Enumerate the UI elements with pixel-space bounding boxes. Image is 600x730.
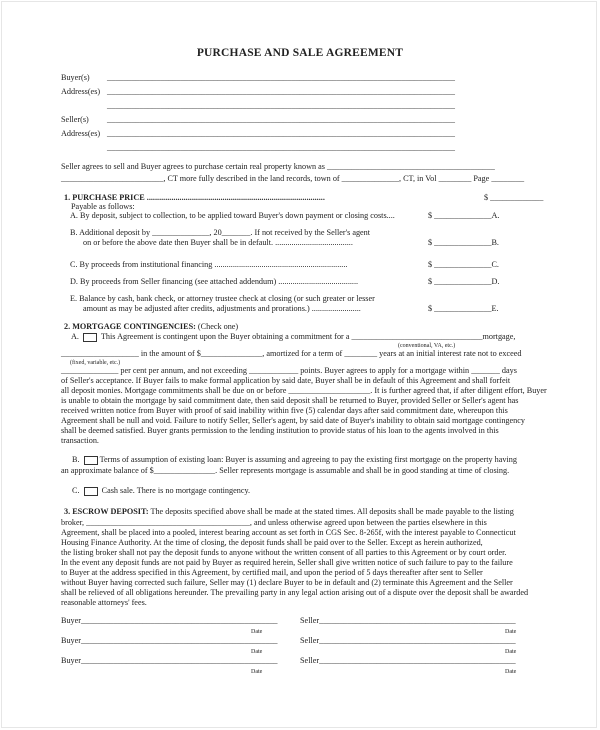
document-title: PURCHASE AND SALE AGREEMENT [196,47,404,59]
seller-address-field[interactable]: _____________________________________________________________________________________ [107,129,455,138]
purchase-price-amount[interactable]: $ _____________ [484,193,544,202]
option-b-text: Terms of assumption of existing loan: Buyer is assuming and agreeing to pay the existing first mortgage on the property having [99,455,517,464]
price-amount-e[interactable]: $ ______________E. [428,304,499,313]
buyer-field[interactable]: _____________________________________________________________________________________ [107,73,455,82]
mortgage-line-a-2: ___________________ in the amount of $_______________, amortized for a term of ________ years at an initial interest rate not to exceed [61,349,522,358]
seller-signature-label: Seller [300,616,320,625]
mortgage-line-a-7: received written notice from Buyer with proof of said inability within five (5) calendar days after said commitment date, whereupon this [61,406,508,415]
mortgage-line-a-8: Agreement shall be null and void. Failure to notify Seller, Seller's agent, by said date of Buyer's inability to obtain said mortgage contingency [61,416,525,425]
seller-date-1: Date [505,629,517,635]
option-c-text: Cash sale. There is no mortgage contingency. [101,486,251,495]
buyer-signature-label: Buyer [61,616,82,625]
option-a-text: This Agreement is contingent upon the Buyer obtaining a commitment for a ________________________________mortgage, [100,332,516,341]
escrow-line-6: In the event any deposit funds are not paid by Buyer as required herein, Seller shall give written notice of such failure to pay to the failure [61,558,513,567]
seller-field[interactable]: _____________________________________________________________________________________ [107,115,455,124]
mortgage-line-a-6: is unable to obtain the mortgage by said commitment date, then said deposit shall be returned to Buyer, provided Seller or Seller's agent has [61,396,519,405]
seller-date-2: Date [505,649,517,655]
price-amount-c[interactable]: $ ______________C. [428,260,499,269]
escrow-line-2: broker, ________________________________________, and unless otherwise agreed upon between the parties elsewhere in this [61,518,487,527]
buyer-signature-label: Buyer [61,636,82,645]
mortgage-type-note: (conventional, VA, etc.) [398,343,456,349]
seller-signature-label: Seller [300,636,320,645]
escrow-heading: 3. ESCROW DEPOSIT: [64,507,149,516]
buyer-label: Buyer(s) [61,73,90,82]
payable-label: Payable as follows: [71,202,135,211]
price-line-b-1: B. Additional deposit by ______________, 20_______. If not received by the Seller's agent [70,228,371,237]
signature-line: ________________________________________________ [319,616,516,625]
option-a-checkbox[interactable] [83,333,97,342]
signature-line: ________________________________________________ [319,636,516,645]
escrow-line-7: to Buyer at the address specified in this Agreement, by certified mail, and upon the period of 5 days thereafter after sent to Seller [61,568,483,577]
escrow-line-5: the listing broker shall not pay the deposit funds to anyone without the written consent of all parties to this Agreement or by court order. [61,548,507,557]
price-line-a: A. By deposit, subject to collection, to be applied toward Buyer's down payment or closing costs.... [70,211,395,220]
seller-signature-2[interactable] [300,636,516,646]
intro-line-2: _________________________, CT more fully described in the land records, town of ______________, CT, in Vol ________ Page ________ [61,174,525,183]
price-line-c: C. By proceeds from institutional financing ................................................................. [70,260,348,269]
escrow-line-1 [64,507,514,517]
mortgage-line-a-10: transaction. [61,436,99,445]
buyer-signature-2[interactable] [61,636,278,646]
option-c-checkbox[interactable] [84,487,98,496]
price-amount-a[interactable]: $ ______________A. [428,211,500,220]
mortgage-line-c: C. Cash sale. There is no mortgage contingency. [72,486,251,495]
mortgage-line-b-2: an approximate balance of $_______________. Seller represents mortgage is assumable and shall be in good standing at time of closing. [61,466,510,475]
intro-line-1: Seller agrees to sell and Buyer agrees to purchase certain real property known as _________________________________________ [61,162,495,171]
escrow-line-8: without Buyer having corrected such failure, Seller may (1) declare Buyer to be in default and (2) terminate this Agreement and the Seller [61,578,513,587]
buyer-address-field[interactable]: _____________________________________________________________________________________ [107,87,455,96]
seller-signature-label: Seller [300,656,320,665]
signature-line: ________________________________________________ [81,616,278,625]
buyer-signature-1[interactable] [61,616,278,626]
seller-signature-1[interactable] [300,616,516,626]
buyer-date-1: Date [251,629,263,635]
purchase-price-heading: 1. PURCHASE PRICE ....................................................................................... [64,193,325,202]
buyer-date-2: Date [251,649,263,655]
seller-label: Seller(s) [61,115,89,124]
price-line-e-2: amount as may be adjusted after credits, adjustments and prorations.) ........................ [83,304,361,313]
escrow-line-10: reasonable attorneys' fees. [61,598,147,607]
mortgage-heading-line [64,322,238,332]
seller-signature-3[interactable] [300,656,516,666]
price-amount-d[interactable]: $ ______________D. [428,277,500,286]
signature-line: ________________________________________________ [81,636,278,645]
price-line-d: D. By proceeds from Seller financing (see attached addendum) ....................................... [70,277,359,286]
mortgage-line-a-4: of Seller's acceptance. If Buyer fails to make formal application by said date, Buyer shall be in default of this Agreement and shall forfeit [61,376,511,385]
escrow-line-9: shall be relieved of all obligations hereunder. The prevailing party in any legal action arising out of a dispute over the deposit shall be awarded [61,588,529,597]
seller-address-label: Address(es) [61,129,101,138]
signature-line: ________________________________________________ [81,656,278,665]
buyer-address-label: Address(es) [61,87,101,96]
escrow-text-1: The deposits specified above shall be made at the stated times. All deposits shall be made payable to the listing [150,507,514,516]
mortgage-check-one: (Check one) [197,322,239,331]
price-line-e-1: E. Balance by cash, bank check, or attorney trustee check at closing (or such greater or lesser [70,294,375,303]
option-b-checkbox[interactable] [84,456,98,465]
mortgage-heading: 2. MORTGAGE CONTINGENCIES: [64,322,196,331]
price-line-b-2: on or before the above date then Buyer shall be in default. ...................................... [83,238,353,247]
buyer-signature-3[interactable] [61,656,278,666]
buyer-date-3: Date [251,669,263,675]
buyer-address-field-2[interactable]: _____________________________________________________________________________________ [107,101,455,110]
seller-date-3: Date [505,669,517,675]
mortgage-line-a-3: ______________ per cent per annum, and not exceeding ____________ points. Buyer agrees to apply for a mortgage within _______ days [61,366,517,375]
seller-address-field-2[interactable]: _____________________________________________________________________________________ [107,143,455,152]
escrow-line-3: Agreement, shall be placed into a pooled, interest bearing account as set forth in CGS Sec. 8-265f, with the interest payable to Connecticut [61,528,516,537]
option-a-label: A. [71,332,79,341]
rate-type-note: (fixed, variable, etc.) [70,360,121,366]
signature-line: ________________________________________________ [319,656,516,665]
price-amount-b[interactable]: $ ______________B. [428,238,499,247]
mortgage-line-b-1: B. Terms of assumption of existing loan: Buyer is assuming and agreeing to pay the existing first mortgage on the property having [72,455,517,464]
mortgage-line-a-9: shall be deemed satisfied. Buyer grants permission to the lending institution to provide status of his loan to the agents involved in this [61,426,499,435]
escrow-line-4: Housing Finance Authority. At the time of closing, the deposit funds shall be paid over to the Seller. Except as herein authorized, [61,538,483,547]
mortgage-line-a-5: all deposit monies. Mortgage commitments shall be due on or before ____________________. It is further agreed that, if after diligent effort, Buyer [61,386,547,395]
buyer-signature-label: Buyer [61,656,82,665]
